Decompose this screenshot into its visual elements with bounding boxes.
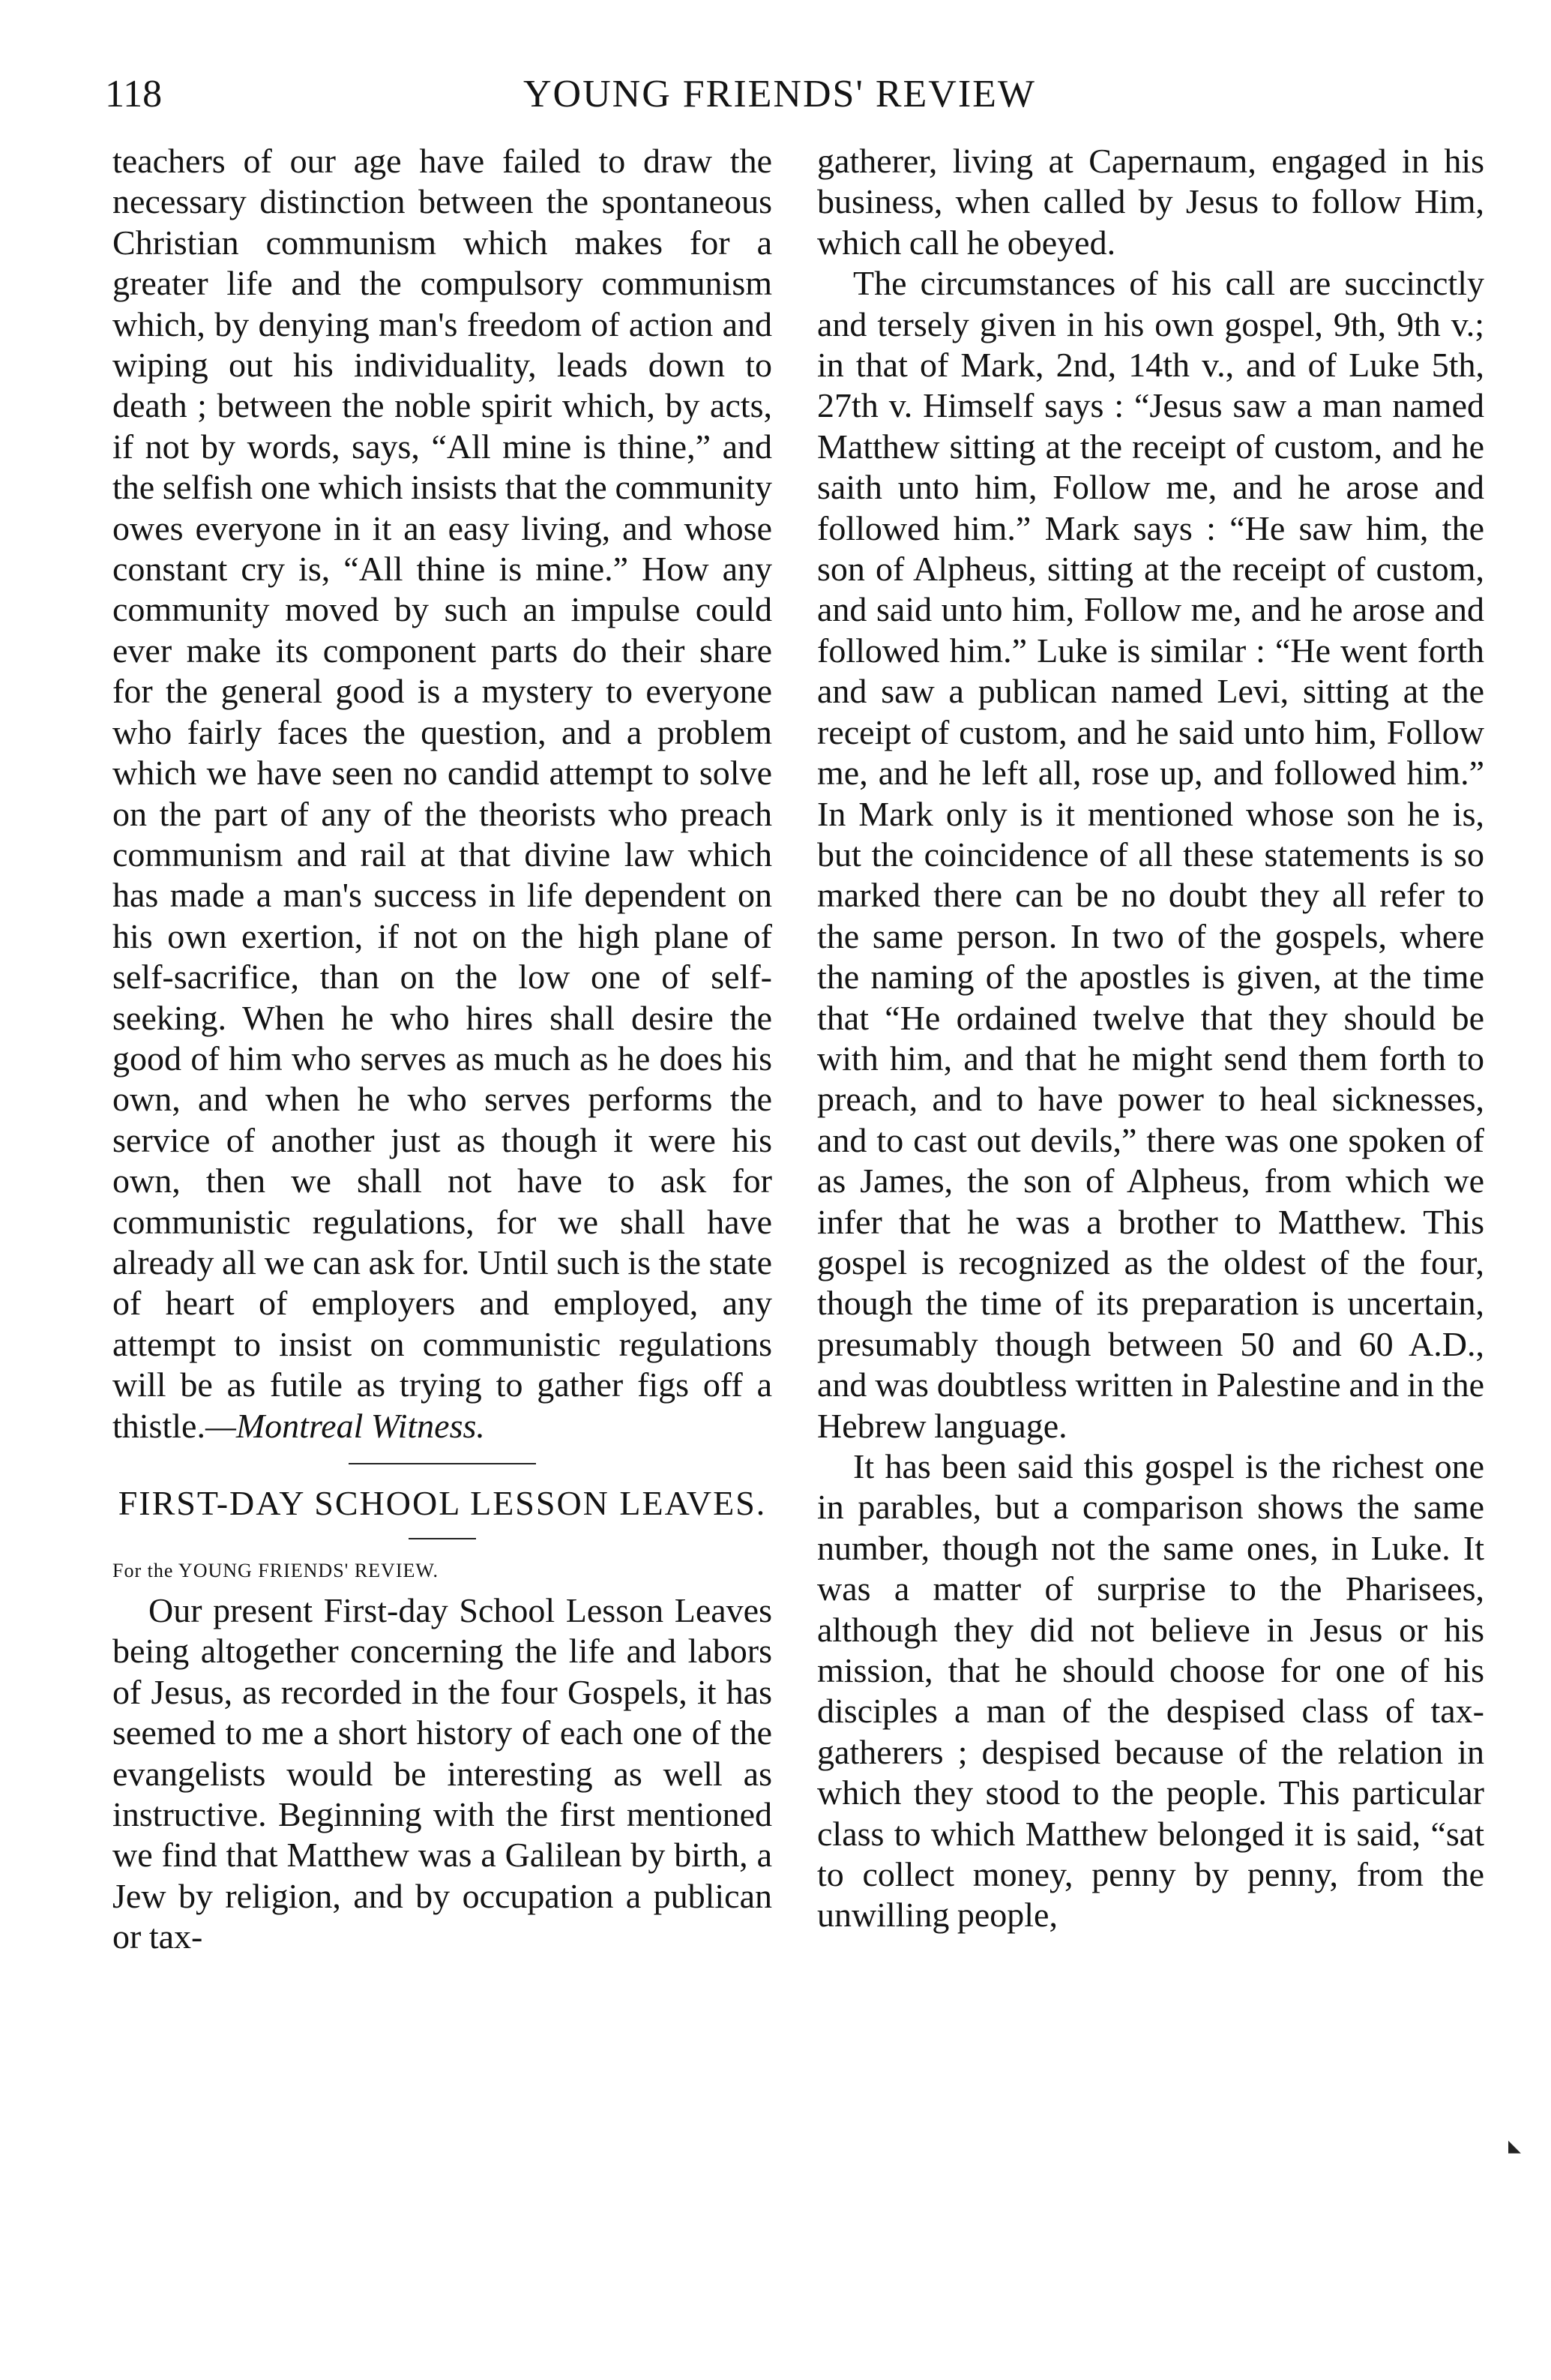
left-column bbox=[112, 141, 772, 1958]
article-paragraph: It has been said this gospel is the richest one in parables, but a comparison shows the same number, though not the same ones, in Luke. It was a matter of surprise to the Pharisees, although they did not believe in Jesus or his mission, that he should choose for one of his disciples a man of the despised class of tax-gatherers ; despised because of the relation in which they stood to the people. This particular class to which Matthew belonged it is said, “sat to collect money, penny by penny, from the unwilling people, bbox=[817, 1447, 1484, 1935]
running-head bbox=[105, 72, 1454, 124]
right-column bbox=[817, 141, 1484, 1936]
margin-mark: ◣ bbox=[1508, 2137, 1521, 2156]
source-attribution: —Montreal Witness. bbox=[205, 1406, 485, 1445]
article-paragraph: Our present First-day School Lesson Leaves being altogether concerning the life and labors of Jesus, as recorded in the four Gospels, it has seemed to me a short history of each one of the evangelists would be interesting as well as instructive. Beginning with the first mentioned we find that Matthew was a Galilean by birth, a Jew by religion, and by occupation a publican or tax- bbox=[112, 1591, 772, 1956]
journal-title: YOUNG FRIENDS' REVIEW bbox=[522, 73, 1036, 115]
continued-paragraph-text: teachers of our age have failed to draw the necessary distinction between the spontaneous Christian communism which makes for a greater life and the compulsory communism which, by denying man's freedom of action and wiping out his individuality, leads down to death ; between the noble spirit which, by acts, if not by words, says, “All mine is thine,” and the selfish one which insists that the community owes everyone in it an easy living, and whose constant cry is, “All thine is mine.” How any community moved by such an impulse could ever make its component parts do their share for the general good is a mystery to everyone who fairly faces the question, and a problem which we have seen no candid attempt to solve on the part of any of the theorists who preach communism and rail at that divine law which has made a man's success in life dependent on his own exertion, if not on the high plane of self-sacrifice, than on the low one of self-seeking. When he who hires shall desire the good of him who serves as much as he does his own, and when he who serves performs the service of another just as though it were his own, then we shall not have to ask for communistic regulations, for we shall have already all we can ask for. Until such is the state of heart of employers and employed, any attempt to insist on communistic regulations will be as futile as trying to gather figs off a thistle. bbox=[112, 142, 772, 1445]
section-divider bbox=[349, 1463, 536, 1464]
page-number: 118 bbox=[105, 73, 163, 115]
article-paragraph-continued: gatherer, living at Capernaum, engaged in his business, when called by Jesus to follow Him, which call he obeyed. bbox=[817, 142, 1484, 262]
section-heading: FIRST-DAY SCHOOL LESSON LEAVES. bbox=[118, 1484, 767, 1522]
heading-rule bbox=[409, 1538, 476, 1539]
article-paragraph: The circumstances of his call are succinctly and tersely given in his own gospel, 9th, 9th v.; in that of Mark, 2nd, 14th v., and of Luke 5th, 27th v. Himself says : “Jesus saw a man named Matthew sitting at the receipt of custom, and he saith unto him, Follow me, and he arose and followed him.” Mark says : “He saw him, the son of Alpheus, sitting at the receipt of custom, and said unto him, Follow me, and he arose and followed him.” Luke is similar : “He went forth and saw a publican named Levi, sitting at the receipt of custom, and he said unto him, Follow me, and he left all, rose up, and followed him.” In Mark only is it mentioned whose son he is, but the coincidence of all these statements is so marked there can be no doubt they all refer to the same person. In two of the gospels, where the naming of the apostles is given, at the time that “He ordained twelve that they should be with him, and that he might send them forth to preach, and to have power to heal sicknesses, and to cast out devils,” there was one spoken of as James, the son of Alpheus, from which we infer that he was a brother to Matthew. This gospel is recognized as the oldest of the four, though the time of its preparation is uncertain, presumably though between 50 and 60 A.D., and was doubtless written in Palestine and in the Hebrew language. bbox=[817, 264, 1484, 1445]
continued-paragraph bbox=[112, 141, 772, 1446]
byline: For the YOUNG FRIENDS' REVIEW. bbox=[112, 1560, 439, 1581]
